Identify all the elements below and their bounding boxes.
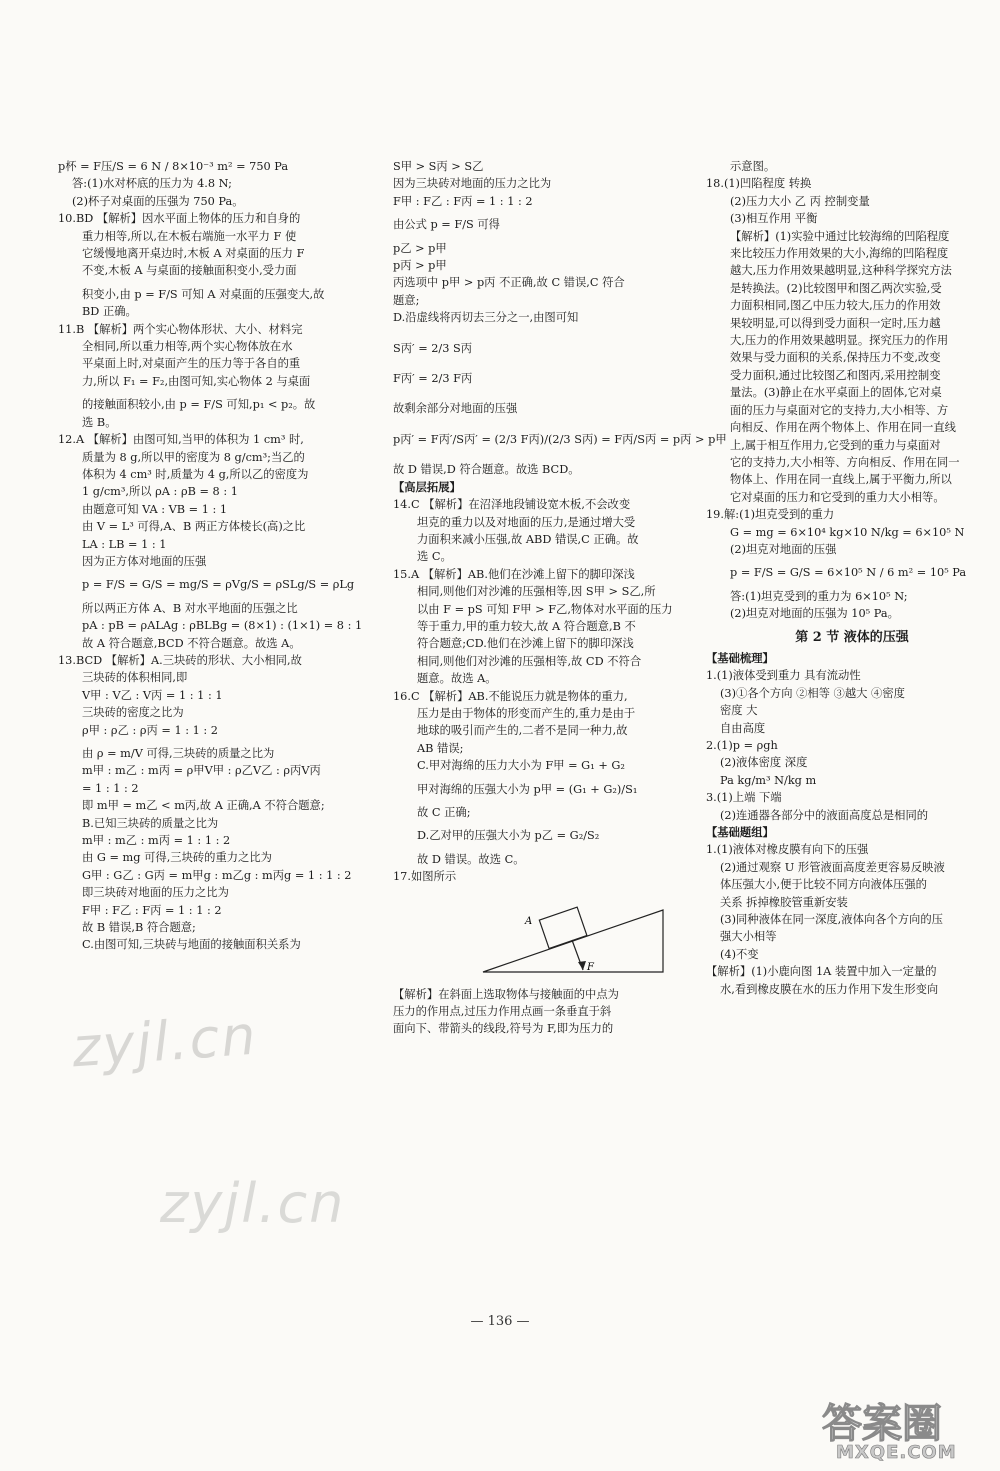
text-line: F甲 : F乙 : F丙 = 1 : 1 : 2 (393, 194, 533, 208)
text-line: BD 正确。 (82, 305, 137, 319)
text-line: 即三块砖对地面的压力之比为 (82, 886, 229, 900)
text-line: 故 B 错误,B 符合题意; (82, 921, 196, 935)
text-line: 全相同,所以重力相等,两个实心物体放在水 (82, 340, 293, 354)
text-line: 积变小,由 p = F/S 可知 A 对桌面的压强变大,故 (82, 287, 325, 301)
text-line: 地球的吸引而产生的,二者不是同一种力,故 (417, 724, 628, 738)
text-line: D.沿虚线将丙切去三分之一,由图可知 (393, 311, 579, 325)
text-line: 向相反、作用在两个物体上、作用在同一直线 (730, 421, 956, 435)
text-line: 13.BCD 【解析】A.三块砖的形状、大小相同,故 (58, 653, 302, 667)
text-line: 它的支持力,大小相等、方向相反、作用在同一 (730, 455, 960, 469)
column-middle (393, 158, 727, 1038)
text-line: 因为三块砖对地面的压力之比为 (393, 177, 552, 191)
text-line: 14.C 【解析】在沼泽地段铺设宽木板,不会改变 (393, 498, 631, 512)
text-line: 大,压力的作用效果越明显。探究压力的作用 (730, 334, 949, 348)
text-line: m甲 : m乙 : m丙 = 1 : 1 : 2 (82, 834, 231, 848)
text-line: 相同,则他们对沙滩的压强相等,因 S甲 > S乙,所 (417, 585, 656, 599)
text-line: 故 D 错误,D 符合题意。故选 BCD。 (393, 463, 580, 477)
text-line: 选 C。 (417, 550, 452, 564)
text-line: 量法。(3)静止在水平桌面上的固体,它对桌 (730, 386, 942, 400)
text-line: 效果与受力面积的关系,保持压力不变,改变 (730, 351, 941, 365)
text-line: 重力相等,所以,在木板右端施一水平力 F 使 (82, 229, 297, 243)
formula-line: F丙′ = 2/3 F丙 (393, 372, 473, 386)
text-line: (2)压力大小 乙 丙 控制变量 (730, 194, 870, 208)
logo-main-text: 答案圈 (822, 1401, 942, 1447)
text-line: 1.(1)液体受到重力 具有流动性 (706, 669, 861, 683)
text-line: = 1 : 1 : 2 (82, 781, 139, 795)
text-line: (2)连通器各部分中的液面高度总是相同的 (720, 808, 929, 822)
site-logo (818, 1392, 988, 1466)
text-line: 的接触面积较小,由 p = F/S 可知,p₁ < p₂。故 (82, 398, 316, 412)
text-line: 压力是由于物体的形变而产生的,重力是由于 (417, 706, 636, 720)
text-line: D.乙对甲的压强大小为 p乙 = G₂/S₂ (417, 829, 600, 843)
text-line: 故 A 符合题意,BCD 不符合题意。故选 A。 (82, 636, 301, 650)
text-line: 力面积来减小压强,故 ABD 错误,C 正确。故 (417, 532, 639, 546)
text-line: 它对桌面的压力和它受到的重力大小相等。 (730, 490, 945, 504)
text-line: 答:(1)水对杯底的压力为 4.8 N; (72, 177, 232, 191)
text-line: 即 m甲 = m乙 < m丙,故 A 正确,A 不符合题意; (82, 799, 325, 813)
text-line: pA : pB = ρALAg : ρBLBg = (8×1) : (1×1) = 8 : 1 (82, 619, 363, 633)
text-line: 坦克的重力以及对地面的压力,是通过增大受 (417, 515, 636, 529)
text-line: 19.解:(1)坦克受到的重力 (706, 508, 835, 522)
text-line: 不变,木板 A 与桌面的接触面积变小,受力面 (82, 264, 297, 278)
text-line: S甲 > S丙 > S乙 (393, 160, 484, 173)
section-heading: 【高层拓展】 (393, 479, 461, 494)
text-line: 故 D 错误。故选 C。 (417, 852, 525, 866)
text-line: 3.(1)上端 下端 (706, 791, 782, 805)
text-line: 【解析】在斜面上选取物体与接触面的中点为 (393, 987, 619, 1001)
page-number: — 136 — (470, 1314, 530, 1329)
text-line: 示意图。 (730, 160, 776, 173)
formula-line: p = F/S = G/S = 6×10⁵ N / 6 m² = 10⁵ Pa (730, 566, 967, 580)
text-line: 11.B 【解析】两个实心物体形状、大小、材料完 (58, 322, 303, 336)
text-line: 物体上、作用在同一直线上,属于平衡力,所以 (730, 473, 952, 487)
watermark-upper: zyjl.cn (70, 1003, 260, 1080)
text-line: (2)液体密度 深度 (720, 756, 808, 770)
text-line: 体压强大小,便于比较不同方向液体压强的 (720, 878, 927, 892)
block-on-incline (539, 907, 587, 948)
text-line: 10.BD 【解析】因水平面上物体的压力和自身的 (58, 212, 301, 226)
text-line: 15.A 【解析】AB.他们在沙滩上留下的脚印深浅 (393, 567, 635, 581)
text-line: 12.A 【解析】由图可知,当甲的体积为 1 cm³ 时, (58, 433, 304, 447)
text-line: 力,所以 F₁ = F₂,由图可知,实心物体 2 与桌面 (82, 374, 311, 388)
text-line: 【解析】(1)实验中通过比较海绵的凹陷程度 (730, 229, 950, 243)
text-line: 由 G = mg 可得,三块砖的重力之比为 (82, 851, 272, 865)
incline-force-diagram (393, 890, 673, 980)
text-line: (3)同种液体在同一深度,液体向各个方向的压 (720, 913, 943, 927)
text-line: 1 g/cm³,所以 ρA : ρB = 8 : 1 (82, 485, 238, 499)
text-line: 压力的作用点,过压力作用点画一条垂直于斜 (393, 1005, 612, 1019)
text-line: (3)①各个方向 ②相等 ③越大 ④密度 (720, 686, 905, 700)
text-line: 面的压力与桌面对它的支持力,大小相等、方 (730, 403, 949, 417)
text-line: (2)通过观察 U 形管液面高度差更容易反映液 (720, 860, 945, 874)
text-line: 【解析】(1)小鹿向图 1A 装置中加入一定量的 (706, 965, 937, 979)
text-line: 1.(1)液体对橡皮膜有向下的压强 (706, 843, 869, 857)
text-line: 因为正方体对地面的压强 (82, 554, 207, 568)
text-line: 符合题意;CD.他们在沙滩上留下的脚印深浅 (417, 637, 634, 651)
text-line: 上,属于相互作用力,它受到的重力与桌面对 (730, 438, 941, 452)
text-line: 等于重力,甲的重力较大,故 A 符合题意,B 不 (417, 619, 636, 633)
section-title: 第 2 节 液体的压强 (795, 629, 909, 645)
text-line: 自由高度 (720, 721, 766, 735)
watermark-lower: zyjl.cn (160, 1172, 346, 1235)
text-line: (2)杯子对桌面的压强为 750 Pa。 (72, 194, 244, 208)
formula-line: S丙′ = 2/3 S丙 (393, 341, 473, 355)
section-heading: 【基础题组】 (706, 825, 774, 840)
text-line: Pa kg/m³ N/kg m (720, 773, 817, 787)
text-line: 18.(1)凹陷程度 转换 (706, 177, 812, 191)
text-line: 密度 大 (720, 704, 758, 718)
text-line: 甲对海绵的压强大小为 p甲 = (G₁ + G₂)/S₁ (417, 782, 638, 796)
text-line: 故剩余部分对地面的压强 (393, 402, 518, 416)
text-line: 17.如图所示 (393, 870, 457, 884)
text-line: m甲 : m乙 : m丙 = ρ甲V甲 : ρ乙V乙 : ρ丙V丙 (82, 764, 321, 778)
text-line: 受力面积,通过比较图乙和图丙,采用控制变 (730, 368, 941, 382)
text-line: (3)相互作用 平衡 (730, 212, 818, 226)
text-line: p丙 > p甲 (393, 259, 447, 273)
text-line: V甲 : V乙 : V丙 = 1 : 1 : 1 (82, 688, 223, 702)
diagram-label-a: A (525, 915, 533, 927)
text-line: 平桌面上时,对桌面产生的压力等于各自的重 (82, 357, 301, 371)
text-line: 选 B。 (82, 415, 117, 429)
text-line: 由 V = L³ 可得,A、B 两正方体棱长(高)之比 (82, 520, 306, 534)
text-line: AB 错误; (417, 741, 464, 755)
text-line: (4)不变 (720, 947, 759, 961)
text-line: 题意; (393, 293, 420, 307)
text-line: p乙 > p甲 (393, 241, 447, 255)
text-line: (2)坦克对地面的压强为 10⁵ Pa。 (730, 607, 899, 621)
text-line: 由题意可知 VA : VB = 1 : 1 (82, 502, 228, 516)
text-line: F甲 : F乙 : F丙 = 1 : 1 : 2 (82, 903, 222, 917)
text-line: 故 C 正确; (417, 806, 471, 819)
text-line: 体积为 4 cm³ 时,质量为 4 g,所以乙的密度为 (82, 467, 309, 481)
text-line: 丙选项中 p甲 > p丙 不正确,故 C 错误,C 符合 (393, 276, 625, 290)
text-line: 越大,压力作用效果越明显,这种科学探究方法 (730, 264, 952, 278)
text-line: G = mg = 6×10⁴ kg×10 N/kg = 6×10⁵ N (730, 525, 965, 539)
text-line: 是转换法。(2)比较图甲和图乙两次实验,受 (730, 281, 942, 295)
text-line: 由 ρ = m/V 可得,三块砖的质量之比为 (82, 747, 275, 760)
text-line: C.甲对海绵的压力大小为 F甲 = G₁ + G₂ (417, 759, 625, 773)
text-line: 三块砖的体积相同,即 (82, 671, 188, 685)
text-line: C.由图可知,三块砖与地面的接触面积关系为 (82, 938, 301, 952)
text-line: 强大小相等 (720, 930, 777, 944)
text-line: 题意。故选 A。 (417, 672, 497, 686)
text-line: 所以两正方体 A、B 对水平地面的压强之比 (82, 601, 298, 615)
text-line: ρ甲 : ρ乙 : ρ丙 = 1 : 1 : 2 (82, 723, 218, 737)
formula-line: p丙′ = F丙′/S丙′ = (2/3 F丙)/(2/3 S丙) = F丙/S丙 = p丙 > p甲 (393, 432, 727, 446)
text-line: 果较明显,可以得到受力面积一定时,压力越 (730, 316, 941, 330)
text-line: 相同,则他们对沙滩的压强相等,故 CD 不符合 (417, 654, 642, 668)
text-line: 16.C 【解析】AB.不能说压力就是物体的重力, (393, 689, 628, 703)
formula-line: p = F/S = G/S = mg/S = ρVg/S = ρSLg/S = ρLg (82, 578, 355, 592)
column-left (58, 158, 363, 954)
text-line: 面向下、带箭头的线段,符号为 F,即为压力的 (393, 1022, 614, 1036)
text-line: 质量为 8 g,所以甲的密度为 8 g/cm³;当乙的 (82, 450, 305, 464)
text-line: 力面积相同,图乙中压力较大,压力的作用效 (730, 299, 941, 313)
text-line: 2.(1)p = ρgh (706, 739, 778, 752)
logo-sub-text: MXQE.COM (836, 1442, 957, 1463)
incline-diagram-svg (473, 890, 673, 980)
text-line: 以由 F = pS 可知 F甲 > F乙,物体对水平面的压力 (417, 602, 673, 616)
text-line: LA : LB = 1 : 1 (82, 537, 167, 551)
text-line: (2)坦克对地面的压强 (730, 542, 837, 556)
text-line: 由公式 p = F/S 可得 (393, 218, 500, 232)
text-line: 水,看到橡皮膜在水的压力作用下发生形变向 (720, 982, 939, 996)
text-line: G甲 : G乙 : G丙 = m甲g : m乙g : m丙g = 1 : 1 : 2 (82, 868, 352, 882)
text-line: 关系 拆掉橡胶管重新安装 (720, 895, 848, 909)
text-line: 三块砖的密度之比为 (82, 706, 184, 720)
text-line: 答:(1)坦克受到的重力为 6×10⁵ N; (730, 589, 908, 603)
text-line: p杯 = F压/S = 6 N / 8×10⁻³ m² = 750 Pa (58, 160, 289, 173)
text-line: B.已知三块砖的质量之比为 (82, 816, 219, 830)
text-line: 它缓慢地离开桌边时,木板 A 对桌面的压力 F (82, 247, 305, 261)
section-heading: 【基础梳理】 (706, 650, 774, 665)
diagram-label-f: F (587, 961, 594, 973)
column-right (706, 158, 998, 998)
text-line: 来比较压力作用效果的大小,海绵的凹陷程度 (730, 247, 949, 261)
